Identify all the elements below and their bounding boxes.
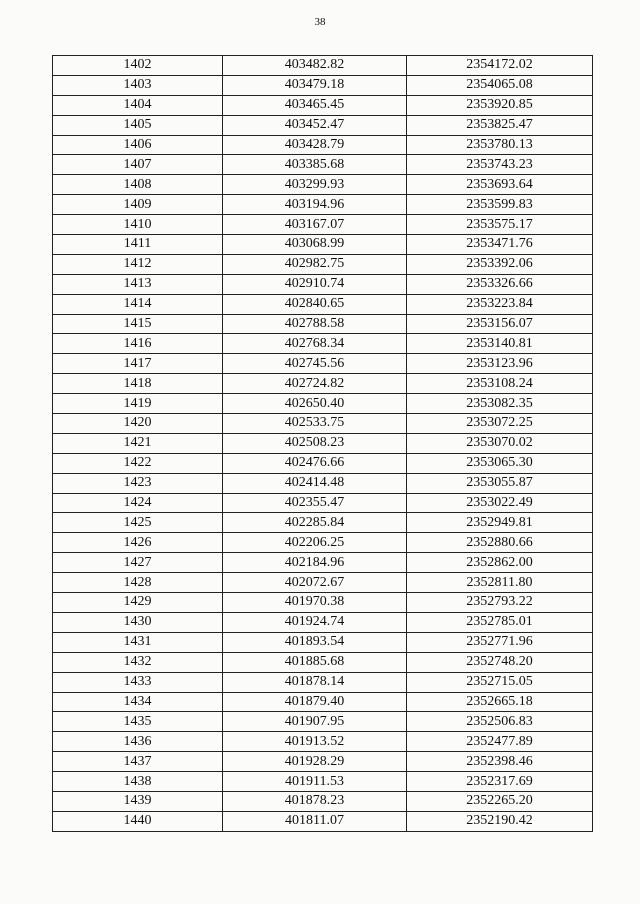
x-coordinate-cell: 401893.54	[223, 632, 407, 652]
point-number-cell: 1403	[53, 75, 223, 95]
point-number-cell: 1414	[53, 294, 223, 314]
y-coordinate-cell: 2352880.66	[407, 533, 593, 553]
table-row	[53, 692, 593, 712]
table-row	[53, 573, 593, 593]
y-coordinate-cell: 2353156.07	[407, 314, 593, 334]
y-coordinate-cell: 2352748.20	[407, 652, 593, 672]
point-number-cell: 1412	[53, 254, 223, 274]
point-number-cell: 1435	[53, 712, 223, 732]
x-coordinate-cell: 401811.07	[223, 811, 407, 831]
point-number-cell: 1440	[53, 811, 223, 831]
x-coordinate-cell: 403068.99	[223, 235, 407, 255]
x-coordinate-cell: 402724.82	[223, 374, 407, 394]
y-coordinate-cell: 2353920.85	[407, 95, 593, 115]
table-row	[53, 632, 593, 652]
point-number-cell: 1411	[53, 235, 223, 255]
point-number-cell: 1439	[53, 791, 223, 811]
y-coordinate-cell: 2353108.24	[407, 374, 593, 394]
y-coordinate-cell: 2353140.81	[407, 334, 593, 354]
coordinates-table-body	[53, 56, 593, 832]
x-coordinate-cell: 401885.68	[223, 652, 407, 672]
y-coordinate-cell: 2352862.00	[407, 553, 593, 573]
table-row	[53, 215, 593, 235]
point-number-cell: 1406	[53, 135, 223, 155]
table-row	[53, 712, 593, 732]
point-number-cell: 1437	[53, 752, 223, 772]
point-number-cell: 1425	[53, 513, 223, 533]
point-number-cell: 1420	[53, 414, 223, 434]
point-number-cell: 1419	[53, 394, 223, 414]
x-coordinate-cell: 402355.47	[223, 493, 407, 513]
y-coordinate-cell: 2353082.35	[407, 394, 593, 414]
table-row	[53, 553, 593, 573]
point-number-cell: 1408	[53, 175, 223, 195]
point-number-cell: 1436	[53, 732, 223, 752]
point-number-cell: 1402	[53, 56, 223, 76]
y-coordinate-cell: 2352665.18	[407, 692, 593, 712]
table-row	[53, 652, 593, 672]
table-row	[53, 533, 593, 553]
x-coordinate-cell: 401879.40	[223, 692, 407, 712]
x-coordinate-cell: 402788.58	[223, 314, 407, 334]
table-row	[53, 175, 593, 195]
x-coordinate-cell: 402206.25	[223, 533, 407, 553]
point-number-cell: 1409	[53, 195, 223, 215]
y-coordinate-cell: 2353123.96	[407, 354, 593, 374]
y-coordinate-cell: 2352265.20	[407, 791, 593, 811]
x-coordinate-cell: 401970.38	[223, 593, 407, 613]
y-coordinate-cell: 2352715.05	[407, 672, 593, 692]
point-number-cell: 1426	[53, 533, 223, 553]
y-coordinate-cell: 2352811.80	[407, 573, 593, 593]
coordinates-table	[52, 55, 593, 832]
x-coordinate-cell: 402650.40	[223, 394, 407, 414]
x-coordinate-cell: 403428.79	[223, 135, 407, 155]
x-coordinate-cell: 401928.29	[223, 752, 407, 772]
point-number-cell: 1423	[53, 473, 223, 493]
table-row	[53, 612, 593, 632]
y-coordinate-cell: 2352949.81	[407, 513, 593, 533]
x-coordinate-cell: 402910.74	[223, 274, 407, 294]
point-number-cell: 1433	[53, 672, 223, 692]
page-number: 38	[314, 16, 326, 28]
y-coordinate-cell: 2353693.64	[407, 175, 593, 195]
table-row	[53, 254, 593, 274]
y-coordinate-cell: 2354172.02	[407, 56, 593, 76]
y-coordinate-cell: 2352506.83	[407, 712, 593, 732]
y-coordinate-cell: 2352398.46	[407, 752, 593, 772]
table-row	[53, 593, 593, 613]
y-coordinate-cell: 2353743.23	[407, 155, 593, 175]
table-row	[53, 772, 593, 792]
x-coordinate-cell: 403479.18	[223, 75, 407, 95]
point-number-cell: 1424	[53, 493, 223, 513]
y-coordinate-cell: 2353392.06	[407, 254, 593, 274]
x-coordinate-cell: 403167.07	[223, 215, 407, 235]
table-row	[53, 811, 593, 831]
x-coordinate-cell: 402840.65	[223, 294, 407, 314]
y-coordinate-cell: 2353022.49	[407, 493, 593, 513]
point-number-cell: 1432	[53, 652, 223, 672]
x-coordinate-cell: 402533.75	[223, 414, 407, 434]
point-number-cell: 1434	[53, 692, 223, 712]
y-coordinate-cell: 2353575.17	[407, 215, 593, 235]
table-row	[53, 473, 593, 493]
x-coordinate-cell: 402285.84	[223, 513, 407, 533]
y-coordinate-cell: 2353780.13	[407, 135, 593, 155]
point-number-cell: 1429	[53, 593, 223, 613]
table-row	[53, 493, 593, 513]
y-coordinate-cell: 2352190.42	[407, 811, 593, 831]
point-number-cell: 1416	[53, 334, 223, 354]
table-row	[53, 672, 593, 692]
table-row	[53, 294, 593, 314]
table-row	[53, 394, 593, 414]
x-coordinate-cell: 401911.53	[223, 772, 407, 792]
point-number-cell: 1418	[53, 374, 223, 394]
table-row	[53, 732, 593, 752]
table-row	[53, 195, 593, 215]
point-number-cell: 1407	[53, 155, 223, 175]
x-coordinate-cell: 401913.52	[223, 732, 407, 752]
x-coordinate-cell: 402508.23	[223, 433, 407, 453]
table-row	[53, 374, 593, 394]
point-number-cell: 1417	[53, 354, 223, 374]
y-coordinate-cell: 2353599.83	[407, 195, 593, 215]
x-coordinate-cell: 402768.34	[223, 334, 407, 354]
point-number-cell: 1427	[53, 553, 223, 573]
point-number-cell: 1404	[53, 95, 223, 115]
y-coordinate-cell: 2352793.22	[407, 593, 593, 613]
y-coordinate-cell: 2353065.30	[407, 453, 593, 473]
y-coordinate-cell: 2353072.25	[407, 414, 593, 434]
table-row	[53, 414, 593, 434]
y-coordinate-cell: 2352477.89	[407, 732, 593, 752]
x-coordinate-cell: 403482.82	[223, 56, 407, 76]
x-coordinate-cell: 402476.66	[223, 453, 407, 473]
y-coordinate-cell: 2352317.69	[407, 772, 593, 792]
x-coordinate-cell: 402745.56	[223, 354, 407, 374]
y-coordinate-cell: 2353223.84	[407, 294, 593, 314]
table-row	[53, 235, 593, 255]
table-row	[53, 75, 593, 95]
point-number-cell: 1431	[53, 632, 223, 652]
y-coordinate-cell: 2353326.66	[407, 274, 593, 294]
x-coordinate-cell: 402414.48	[223, 473, 407, 493]
y-coordinate-cell: 2353070.02	[407, 433, 593, 453]
point-number-cell: 1413	[53, 274, 223, 294]
table-row	[53, 433, 593, 453]
table-row	[53, 354, 593, 374]
x-coordinate-cell: 401878.23	[223, 791, 407, 811]
point-number-cell: 1405	[53, 115, 223, 135]
table-row	[53, 791, 593, 811]
point-number-cell: 1438	[53, 772, 223, 792]
x-coordinate-cell: 402072.67	[223, 573, 407, 593]
point-number-cell: 1415	[53, 314, 223, 334]
x-coordinate-cell: 403452.47	[223, 115, 407, 135]
table-row	[53, 334, 593, 354]
x-coordinate-cell: 403194.96	[223, 195, 407, 215]
point-number-cell: 1410	[53, 215, 223, 235]
table-row	[53, 155, 593, 175]
y-coordinate-cell: 2352785.01	[407, 612, 593, 632]
y-coordinate-cell: 2353471.76	[407, 235, 593, 255]
y-coordinate-cell: 2353825.47	[407, 115, 593, 135]
table-row	[53, 95, 593, 115]
table-row	[53, 752, 593, 772]
x-coordinate-cell: 403385.68	[223, 155, 407, 175]
point-number-cell: 1430	[53, 612, 223, 632]
table-row	[53, 513, 593, 533]
table-row	[53, 314, 593, 334]
point-number-cell: 1428	[53, 573, 223, 593]
point-number-cell: 1421	[53, 433, 223, 453]
y-coordinate-cell: 2352771.96	[407, 632, 593, 652]
x-coordinate-cell: 401907.95	[223, 712, 407, 732]
table-row	[53, 115, 593, 135]
point-number-cell: 1422	[53, 453, 223, 473]
x-coordinate-cell: 402184.96	[223, 553, 407, 573]
x-coordinate-cell: 403299.93	[223, 175, 407, 195]
table-row	[53, 135, 593, 155]
x-coordinate-cell: 401878.14	[223, 672, 407, 692]
table-row	[53, 56, 593, 76]
table-row	[53, 274, 593, 294]
table-row	[53, 453, 593, 473]
y-coordinate-cell: 2354065.08	[407, 75, 593, 95]
x-coordinate-cell: 402982.75	[223, 254, 407, 274]
x-coordinate-cell: 403465.45	[223, 95, 407, 115]
y-coordinate-cell: 2353055.87	[407, 473, 593, 493]
x-coordinate-cell: 401924.74	[223, 612, 407, 632]
